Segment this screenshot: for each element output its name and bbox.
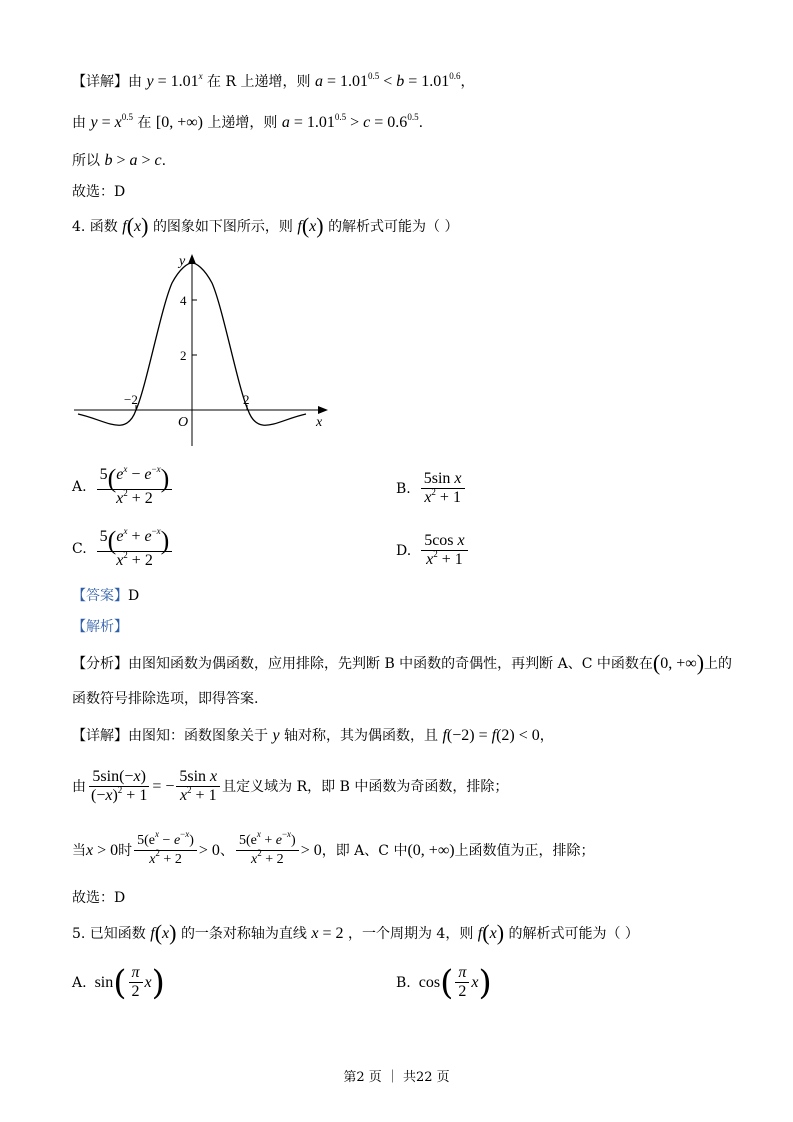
- tick-label-2x: 2: [243, 392, 250, 407]
- detail-line-3: 所以 b > a > c.: [72, 152, 167, 169]
- question-4: 4. 函数 f(x) 的图象如下图所示，则 f(x) 的解析式可能为（ ）: [72, 213, 459, 238]
- answer-choice-line: 故选：D: [72, 184, 126, 200]
- answer-line: [72, 586, 139, 606]
- x-axis-label: x: [316, 415, 323, 430]
- q5-option-b: B. cos ( $\frac{\pi}{2}$ x ): [396, 962, 492, 1003]
- detail-q4-line-2: 由 $\frac{5\sin(-x)}{(-x)^2 + 1}$ = − $\frac{\text{5sin x}}{x^2 + 1}$ 且定义域为 R，即 B 中函数为奇函数，排除；: [72, 768, 509, 804]
- analysis-line-2: 函数符号排除选项，即得答案.: [72, 691, 259, 707]
- function-graph: [66, 248, 336, 453]
- option-c: C. $\frac{5(e^x + e^{-x})}{x^2 + 2}$: [72, 528, 174, 570]
- option-d: D. $\frac{\text{5cos x}}{x^2 + 1}$: [396, 532, 470, 569]
- answer-tag: 【答案】: [72, 588, 128, 604]
- detail-q4-line-1: 【详解】由图知：函数图象关于 y 轴对称，其为偶函数，且 f(−2) = f(2) < 0，: [72, 727, 554, 744]
- page-footer: 第2 页 ｜ 共22 页: [343, 1070, 450, 1085]
- option-a: A. $\frac{5(e^x - e^{-x})}{x^2 + 2}$: [72, 466, 174, 508]
- origin-label: O: [178, 415, 189, 430]
- detail-tag: 【详解】: [72, 74, 128, 90]
- tick-label-neg2: −2: [124, 392, 138, 407]
- q5-option-a: A. sin ( $\frac{\pi}{2}$ x ): [72, 962, 165, 1003]
- tick-label-2y: 2: [180, 348, 187, 363]
- question-5: 5. 已知函数 f(x) 的一条对称轴为直线 x = 2 ，一个周期为 4，则 f(x) 的解析式可能为（ ）: [72, 920, 639, 945]
- detail-line-2: 由 $y = x^{0.5}$ 在 [0, +∞) 上递增，则 $a = 1.01^{0.5} > c = 0.6^{0.5}$.: [72, 112, 424, 131]
- answer-choice-q4: 故选：D: [72, 890, 126, 906]
- detail-line-1: 【详解】由 y = 1.01$^x$ 在 R 上递增，则 $a = 1.01^{0.5} < b = 1.01^{0.6}$，: [72, 71, 475, 90]
- analysis-sub-tag: 【分析】: [72, 656, 128, 672]
- detail-q4-line-3: 当 x > 0 时 $\frac{5(e^x - e^{-x})}{x^2 + 2}$ > 0 、 $\frac{5(e^x + e^{-x})}{x^2 + 2}$ > 0 ，即 A、C 中 (0, +∞) 上函数值为正，排除；: [72, 829, 595, 867]
- x-axis-arrow: [318, 406, 328, 414]
- answer-value: D: [128, 588, 140, 604]
- tick-label-4: 4: [180, 293, 187, 308]
- y-axis-label: y: [179, 254, 186, 269]
- analysis-line-1: 【分析】由图知函数为偶函数，应用排除，先判断 B 中函数的奇偶性，再判断 A、C 中函数在(0, +∞)上的: [72, 650, 733, 675]
- analysis-tag: 【解析】: [72, 619, 128, 635]
- option-b: B. $\frac{\text{5sin x}}{x^2 + 1}$: [396, 470, 467, 507]
